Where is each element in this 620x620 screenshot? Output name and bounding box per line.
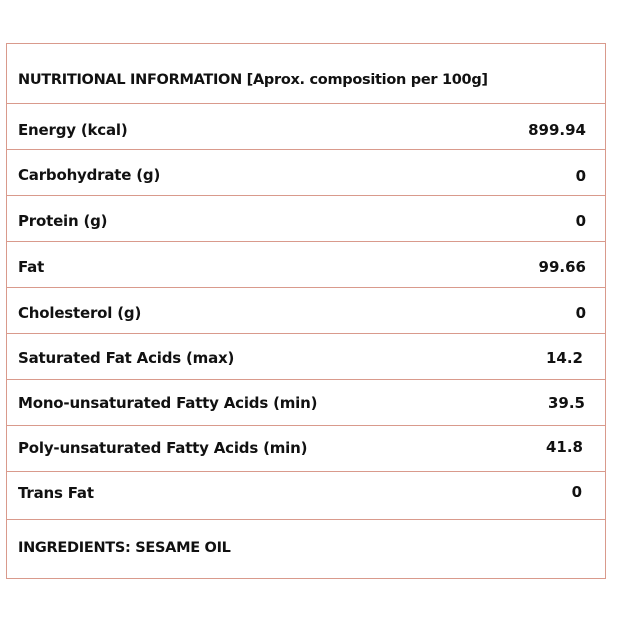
row-value: 41.8 bbox=[545, 438, 583, 456]
table-row bbox=[7, 472, 605, 520]
row-value: 0 bbox=[575, 167, 586, 185]
table-row bbox=[7, 380, 605, 426]
row-value: 14.2 bbox=[545, 349, 583, 367]
row-label: Fat bbox=[18, 258, 45, 276]
ingredients-text: INGREDIENTS: SESAME OIL bbox=[18, 540, 231, 556]
table-header-row bbox=[7, 44, 605, 104]
table-row bbox=[7, 288, 605, 334]
row-value: 899.94 bbox=[528, 121, 586, 139]
table-row bbox=[7, 242, 605, 288]
row-value: 39.5 bbox=[547, 394, 585, 412]
table-row bbox=[7, 426, 605, 472]
row-value: 99.66 bbox=[538, 258, 586, 276]
row-label: Protein (g) bbox=[18, 212, 108, 230]
nutrition-table bbox=[6, 43, 606, 579]
ingredients-row bbox=[7, 520, 605, 578]
table-title: NUTRITIONAL INFORMATION [Aprox. composition per 100g] bbox=[18, 72, 488, 88]
row-label: Carbohydrate (g) bbox=[18, 166, 161, 184]
table-row bbox=[7, 104, 605, 150]
row-label: Saturated Fat Acids (max) bbox=[18, 349, 235, 367]
table-row bbox=[7, 196, 605, 242]
table-row bbox=[7, 150, 605, 196]
row-value: 0 bbox=[571, 483, 582, 501]
row-label: Trans Fat bbox=[18, 484, 94, 502]
row-value: 0 bbox=[575, 212, 586, 230]
row-label: Poly-unsaturated Fatty Acids (min) bbox=[18, 439, 308, 457]
row-label: Energy (kcal) bbox=[18, 121, 128, 139]
row-label: Cholesterol (g) bbox=[18, 304, 142, 322]
row-value: 0 bbox=[575, 304, 586, 322]
row-label: Mono-unsaturated Fatty Acids (min) bbox=[18, 394, 318, 412]
table-row bbox=[7, 334, 605, 380]
